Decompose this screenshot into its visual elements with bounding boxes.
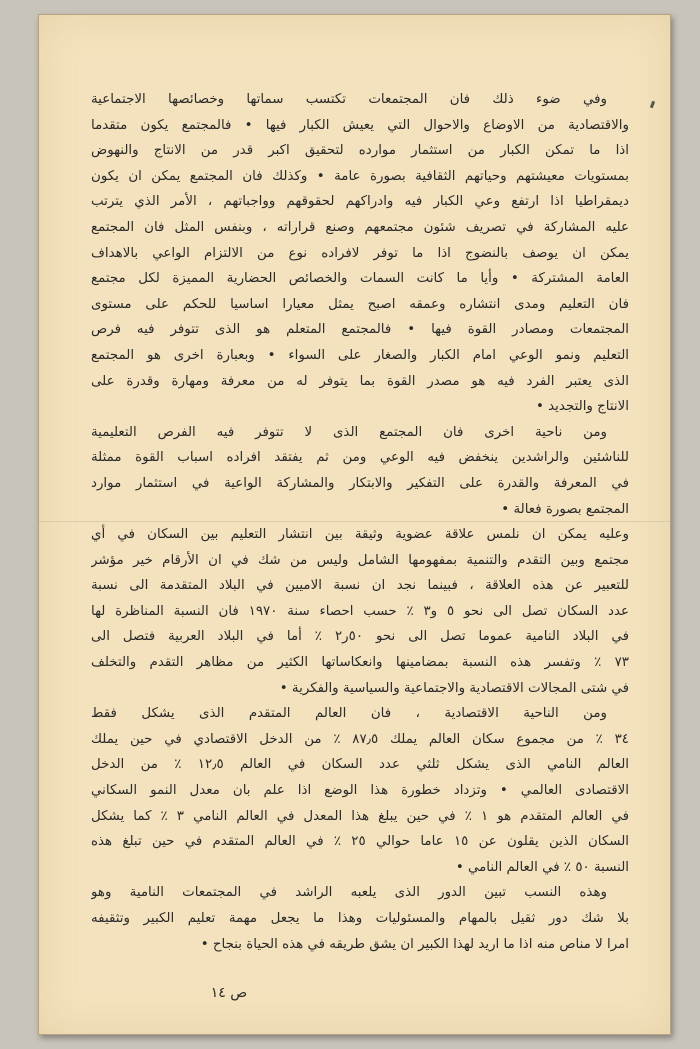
text-line: في شتى المجالات الاقتصادية والاجتماعية والسياسية والفكرية • (279, 680, 629, 696)
text-line: السكان الذين يقلون عن ١٥ عاما حوالي ٢٥ ٪ في العالم المتقدم في حين تبلغ هذه (91, 834, 629, 850)
text-line: يمكن ان يوصف بالنضوج اذا ما توفر لافراده نوع من الالتزام الواعي بالاهداف (91, 245, 629, 261)
page-number: ص ١٤ (210, 985, 248, 1001)
text-line: ٣٤ ٪ من مجموع سكان العالم يملك ٨٧٫٥ ٪ من الدخل الاقتصادي في حين يملك (91, 731, 629, 747)
text-line: وفي ضوء ذلك فان المجتمعات تكتسب سماتها وخصائصها الاجتماعية (91, 92, 607, 107)
text-line: بلا شك دور ثقيل بالمهام والمسئوليات وهذا ما يجعل مهمة تعليم الكبير وتثقيفه (91, 911, 629, 926)
text-line: الانتاج والتجديد • (536, 399, 629, 415)
paragraph (91, 522, 629, 701)
paragraph (91, 701, 629, 880)
text-line: اذا ما تمكن الكبار من استثمار موارده لتحقيق اكبر قدر من الانتاج والنهوض (91, 143, 629, 159)
paragraph (91, 420, 629, 522)
text-line: ٧٣ ٪ وتفسر هذه النسبة بمضامينها وانعكاساتها الكثير من مظاهر التقدم والتخلف (91, 655, 629, 671)
text-line: عليه المشاركة في تصريف شئون مجتمعهم وصنع قراراته ، وبنفس المثل فان المجتمع (91, 219, 629, 235)
text-line: النسبة ٥٠ ٪ في العالم النامي • (455, 859, 629, 875)
text-line: فان التعليم ومدى انتشاره وعمقه اصبح يمثل معيارا اساسيا للحكم على مستوى (91, 296, 629, 312)
text-line: في العالم المتقدم هو ١ ٪ في حين يبلغ هذا المعدل في العالم النامي ٣ ٪ كما يشكل (91, 808, 629, 824)
text-line: ديمقراطيا اذا ارتفع وعي الكبار فيه وادراكهم لحقوقهم وواجباتهم ، الأمر الذي يترتب (91, 194, 629, 210)
document-body (91, 87, 629, 957)
ink-mark (650, 101, 655, 109)
text-line: والاقتصادية من الاوضاع والاحوال التي يعيش الكبار فيها • فالمجتمع يكون متقدما (91, 117, 629, 133)
text-line: في المعرفة والقدرة على التفكير والابتكار والمشاركة الواعية في استثمار موارد (91, 475, 629, 491)
text-line: الاقتصادى العالمي • وتزداد خطورة هذا الوضع اذا علم بان معدل النمو السكاني (91, 783, 629, 799)
text-line: امرا لا مناص منه اذا ما اريد لهذا الكبير ان يشق طريقه في هذه الحياة بنجاح • (200, 936, 629, 952)
text-line: للناشئين والراشدين ينخفض فيه الوعي ومن ثم يفتقد افراده اسباب القوة ممثلة (91, 450, 629, 466)
text-line: التعليم ونمو الوعي امام الكبار والصغار على السواء • وبعبارة اخرى هو المجتمع (91, 347, 629, 363)
text-line: في البلاد النامية عموما تصل الى نحو ٥٠ر٢ ٪ أما في البلاد العربية فتصل الى (91, 629, 629, 645)
text-line: وهذه النسب تبين الدور الذى يلعبه الراشد في المجتمعات النامية وهو (91, 885, 607, 901)
document-page (38, 14, 671, 1035)
paragraph (91, 880, 629, 957)
text-line: ومن الناحية الاقتصادية ، فان العالم المتقدم الذى يشكل فقط (91, 706, 607, 722)
text-line: وعليه يمكن ان نلمس علاقة عضوية وثيقة بين انتشار التعليم بين السكان في أي (91, 527, 629, 543)
text-line: المجتمع بصورة فعالة • (501, 501, 629, 517)
paragraph (91, 87, 629, 420)
text-line: العالم النامي الذى يشكل ثلثي عدد السكان في العالم ١٢٫٥ ٪ من الدخل (91, 757, 629, 773)
text-line: مجتمع وبين التقدم والتنمية بمفهومها الشامل وليس من شك في ان الأرقام خير مؤشر (91, 552, 629, 568)
text-line: المجتمعات ومصادر القوة فيها • فالمجتمع المتعلم هو الذى تتوفر فيه فرص (91, 322, 629, 338)
text-line: للتعبير عن هذه العلاقة ، فبينما نجد ان نسبة الاميين في البلاد المتقدمة الى نسبة (91, 578, 629, 594)
text-line: الذى يعتبر الفرد فيه هو مصدر القوة بما يتوفر له من معرفة ومهارة وقدرة على (91, 373, 629, 389)
text-line: عدد السكان تصل الى نحو ٥ و٣ ٪ حسب احصاء سنة ١٩٧٠ فان النسبة المناظرة لها (91, 603, 629, 619)
text-line: بمستويات معيشتهم وحياتهم الثقافية بصورة عامة • وكذلك فان المجتمع يمكن ان يكون (91, 168, 629, 184)
text-line: العامة المشتركة • وأيا ما كانت السمات والخصائص الحضارية المميزة لكل مجتمع (91, 271, 629, 287)
text-line: ومن ناحية اخرى فان المجتمع الذى لا تتوفر فيه الفرص التعليمية (91, 424, 607, 440)
